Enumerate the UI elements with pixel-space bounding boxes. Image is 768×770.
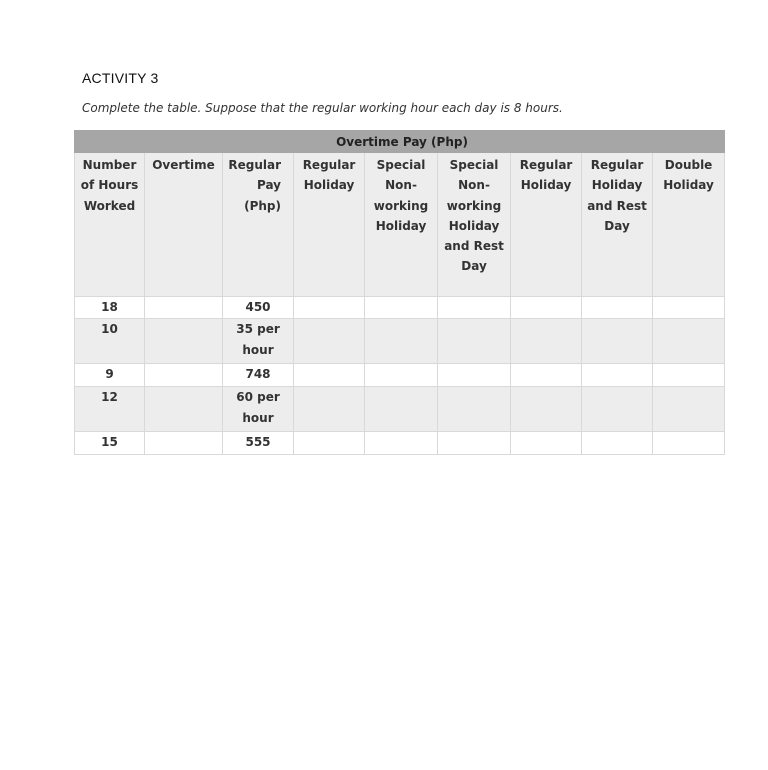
cell-blank[interactable]	[582, 297, 653, 319]
cell-blank[interactable]	[294, 319, 365, 364]
cell-blank[interactable]	[438, 387, 511, 432]
cell-blank[interactable]	[511, 432, 582, 455]
cell-hours: 9	[75, 364, 145, 387]
col-header-special-non-working-holiday-rest-day: Special Non-working Holiday and Rest Day	[438, 153, 511, 297]
cell-blank[interactable]	[365, 364, 438, 387]
cell-blank[interactable]	[653, 432, 725, 455]
cell-regular-pay: 450	[223, 297, 294, 319]
cell-blank[interactable]	[438, 432, 511, 455]
cell-blank[interactable]	[511, 364, 582, 387]
col-header-overtime: Overtime	[145, 153, 223, 297]
cell-hours: 12	[75, 387, 145, 432]
cell-blank[interactable]	[511, 319, 582, 364]
cell-blank[interactable]	[365, 319, 438, 364]
table-group-header-row	[75, 131, 725, 153]
table-row	[75, 297, 725, 319]
cell-blank[interactable]	[582, 319, 653, 364]
cell-overtime[interactable]	[145, 387, 223, 432]
cell-blank[interactable]	[294, 364, 365, 387]
table-row	[75, 364, 725, 387]
cell-blank[interactable]	[365, 387, 438, 432]
table-row	[75, 319, 725, 364]
table-row	[75, 432, 725, 455]
cell-blank[interactable]	[438, 297, 511, 319]
page-title: ACTIVITY 3	[82, 70, 159, 86]
group-header-blank	[75, 131, 294, 153]
cell-blank[interactable]	[653, 364, 725, 387]
cell-blank[interactable]	[511, 297, 582, 319]
cell-overtime[interactable]	[145, 297, 223, 319]
col-header-hours-worked: Number of Hours Worked	[75, 153, 145, 297]
cell-hours: 10	[75, 319, 145, 364]
group-header-blank-right	[511, 131, 725, 153]
cell-regular-pay: 748	[223, 364, 294, 387]
cell-blank[interactable]	[438, 364, 511, 387]
cell-blank[interactable]	[365, 432, 438, 455]
cell-blank[interactable]	[294, 297, 365, 319]
cell-overtime[interactable]	[145, 319, 223, 364]
instructions-text: Complete the table. Suppose that the regular working hour each day is 8 hours.	[82, 101, 563, 115]
cell-regular-pay: 35 per hour	[223, 319, 294, 364]
cell-blank[interactable]	[365, 297, 438, 319]
col-header-regular-holiday-2: Regular Holiday	[511, 153, 582, 297]
table-row	[75, 387, 725, 432]
cell-blank[interactable]	[582, 387, 653, 432]
cell-overtime[interactable]	[145, 364, 223, 387]
col-header-regular-holiday: Regular Holiday	[294, 153, 365, 297]
cell-overtime[interactable]	[145, 432, 223, 455]
cell-blank[interactable]	[438, 319, 511, 364]
cell-blank[interactable]	[294, 387, 365, 432]
cell-regular-pay: 555	[223, 432, 294, 455]
cell-blank[interactable]	[294, 432, 365, 455]
group-header-overtime-pay: Overtime Pay (Php)	[294, 131, 511, 153]
cell-blank[interactable]	[582, 364, 653, 387]
cell-blank[interactable]	[582, 432, 653, 455]
cell-regular-pay: 60 per hour	[223, 387, 294, 432]
cell-hours: 18	[75, 297, 145, 319]
cell-blank[interactable]	[511, 387, 582, 432]
cell-hours: 15	[75, 432, 145, 455]
cell-blank[interactable]	[653, 297, 725, 319]
col-header-double-holiday: Double Holiday	[653, 153, 725, 297]
activity-table	[74, 130, 725, 455]
col-header-regular-holiday-rest-day: Regular Holiday and Rest Day	[582, 153, 653, 297]
col-header-special-non-working-holiday: Special Non-working Holiday	[365, 153, 438, 297]
cell-blank[interactable]	[653, 319, 725, 364]
col-header-regular-pay: Regular Pay (Php)	[223, 153, 294, 297]
table-header-row	[75, 153, 725, 297]
cell-blank[interactable]	[653, 387, 725, 432]
